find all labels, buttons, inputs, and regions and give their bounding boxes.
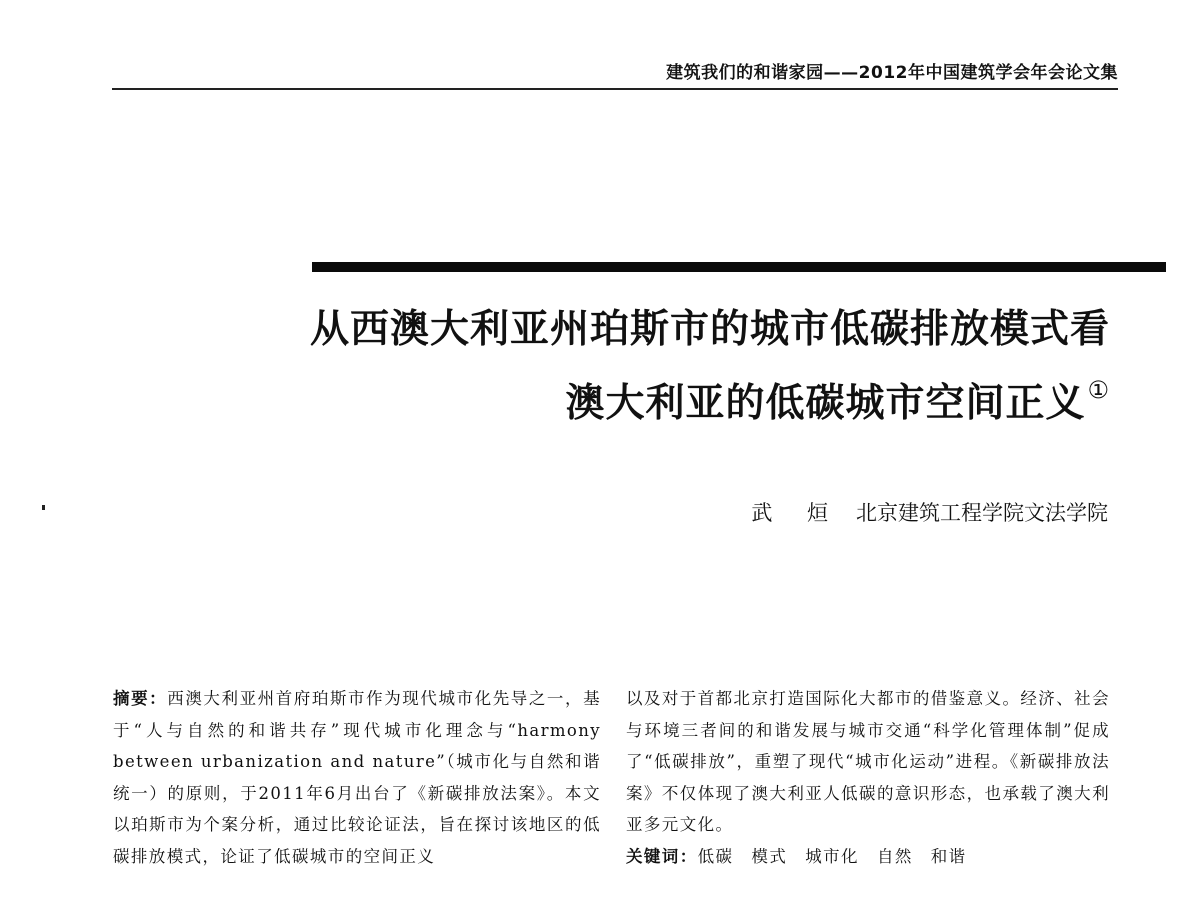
title-line-2 bbox=[310, 360, 1110, 434]
title-bar bbox=[312, 262, 1166, 272]
keyword-item: 自然 bbox=[876, 846, 913, 866]
abstract-text-right: 以及对于首都北京打造国际化大都市的借鉴意义。经济、社会与环境三者间的和谐发展与城市交通“科学化管理体制”促成了“低碳排放”，重塑了现代“城市化运动”进程。《新碳排放法案》不仅体现了澳大利亚人低碳的意识形态，也承载了澳大利亚多元文化。 bbox=[626, 689, 1110, 834]
footnote-marker[interactable]: ① bbox=[1087, 376, 1110, 404]
keyword-item: 模式 bbox=[751, 846, 788, 866]
scan-artifact bbox=[42, 505, 45, 510]
abstract-column-left bbox=[113, 683, 601, 872]
keywords-label: 关键词： bbox=[626, 846, 698, 866]
author-name: 武 烜 bbox=[751, 501, 842, 525]
paper-title bbox=[310, 300, 1110, 434]
title-line-1: 从西澳大利亚州珀斯市的城市低碳排放模式看 bbox=[309, 307, 1110, 352]
keywords bbox=[626, 841, 1110, 873]
keyword-item: 城市化 bbox=[805, 846, 859, 866]
abstract-column-right bbox=[626, 683, 1110, 872]
title-line-2-text: 澳大利亚的低碳城市空间正义 bbox=[565, 381, 1086, 426]
running-header: 建筑我们的和谐家园——2012年中国建筑学会年会论文集 bbox=[666, 63, 1118, 83]
abstract-text-left: 西澳大利亚州首府珀斯市作为现代城市化先导之一，基于“人与自然的和谐共存”现代城市化理念与“harmony between urbanization and nature”（城市化与自然和谐统一）的原则，于2011年6月出台了《新碳排放法案》。本文以珀斯市为个案分析，通过比较论证法，旨在探讨该地区的低碳排放模式，论证了低碳城市的空间正义 bbox=[113, 689, 601, 866]
keyword-item: 和谐 bbox=[930, 846, 967, 866]
author-affiliation: 北京建筑工程学院文法学院 bbox=[856, 501, 1108, 525]
header-rule bbox=[112, 88, 1118, 90]
author-line bbox=[751, 497, 1108, 527]
keyword-item: 低碳 bbox=[697, 846, 734, 866]
abstract-label: 摘要： bbox=[113, 689, 168, 708]
